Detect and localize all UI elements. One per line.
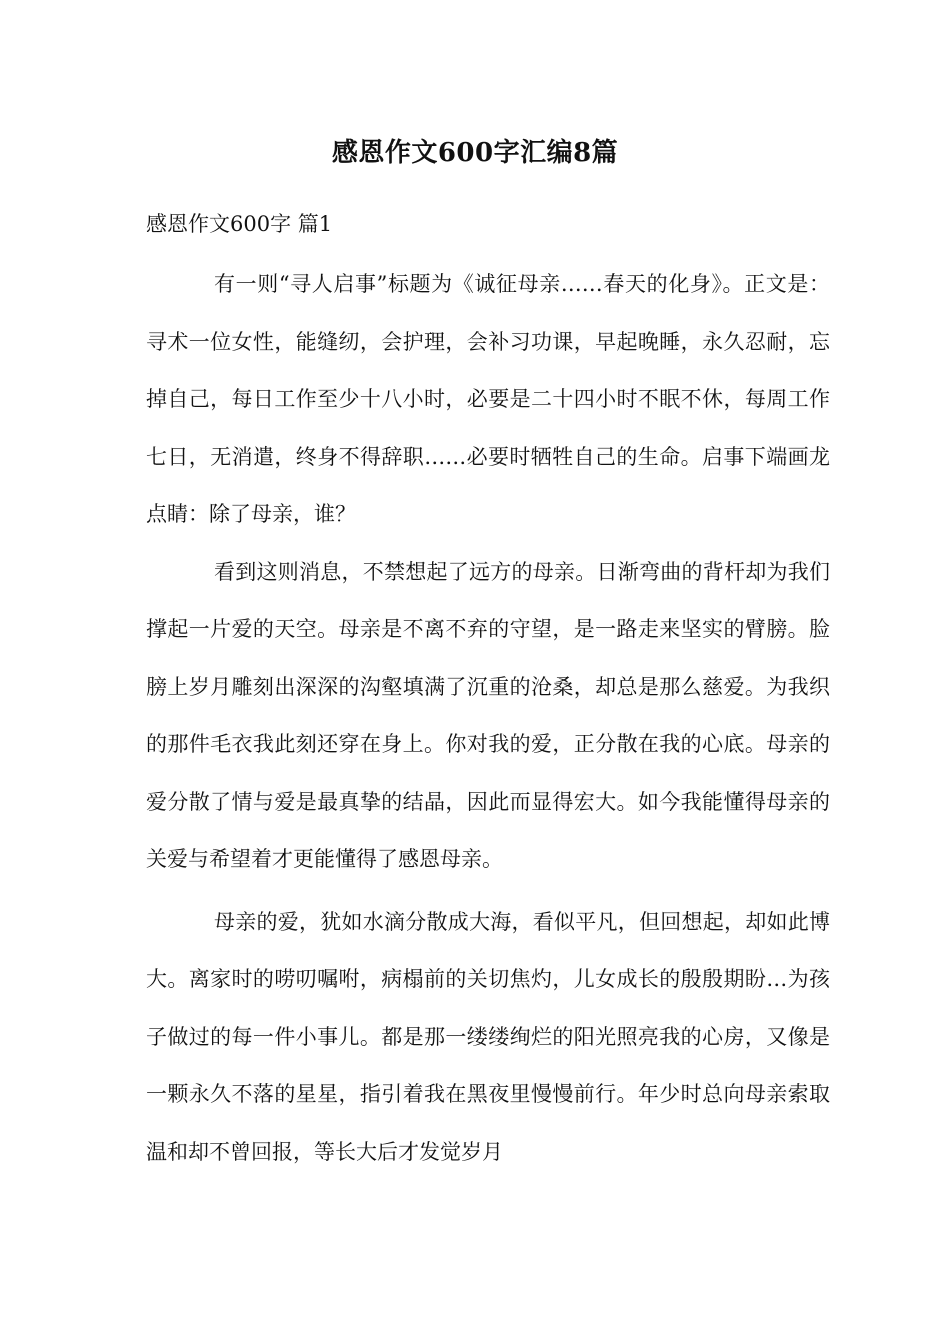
paragraph: 母亲的爱，犹如水滴分散成大海，看似平凡，但回想起，却如此博大。离家时的唠叨嘱咐，病榻前的关切焦灼，儿女成长的殷殷期盼…为孩子做过的每一件小事儿。都是那一缕缕绚烂的阳光照亮我的心房，又像是一颗永久不落的星星，指引着我在黑夜里慢慢前行。年少时总向母亲索取温和却不曾回报，等长大后才发觉岁月: [146, 909, 830, 1164]
section-heading: 感恩作文600字 篇1: [146, 212, 333, 236]
document-title: 感恩作文600字汇编8篇: [331, 138, 619, 168]
paragraph: 有一则“寻人启事”标题为《诚征母亲……春天的化身》。正文是：寻术一位女性，能缝纫，会护理，会补习功课，早起晚睡，永久忍耐，忘掉自己，每日工作至少十八小时，必要是二十四小时不眠不休，每周工作七日，无消遣，终身不得辞职……必要时牺牲自己的生命。启事下端画龙点睛：除了母亲，谁？: [146, 272, 830, 526]
paragraph: 看到这则消息，不禁想起了远方的母亲。日渐弯曲的背杆却为我们撑起一片爱的天空。母亲是不离不弃的守望，是一路走来坚实的臂膀。脸膀上岁月雕刻出深深的沟壑填满了沉重的沧桑，却总是那么慈爱。为我织的那件毛衣我此刻还穿在身上。你对我的爱，正分散在我的心底。母亲的爱分散了情与爱是最真挚的结晶，因此而显得宏大。如今我能懂得母亲的关爱与希望着才更能懂得了感恩母亲。: [146, 559, 830, 871]
document-body: [146, 256, 830, 1181]
